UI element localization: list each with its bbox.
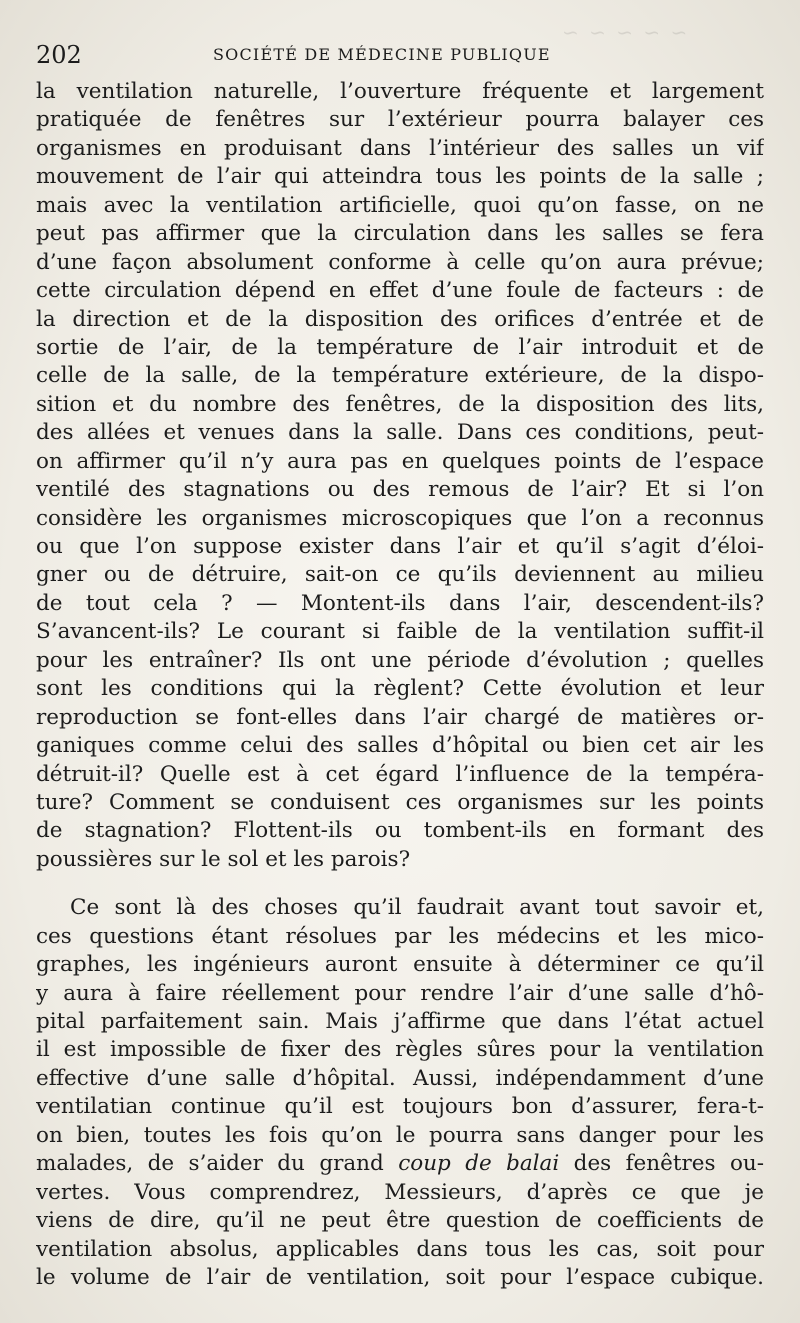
page-header <box>36 38 766 72</box>
text-line: la ventilation naturelle, l’ouverture fréquente et largement <box>36 79 764 104</box>
text-line: considère les organismes microscopiques que l’on a reconnus <box>36 505 764 531</box>
text-line: on affirmer qu’il n’y aura pas en quelques points de l’espace <box>36 448 764 474</box>
text-line: de tout cela ? — Montent-ils dans l’air, descendent-ils? <box>36 590 764 616</box>
text-line: d’une façon absolument conforme à celle qu’on aura prévue; <box>36 249 764 275</box>
text-line: Ce sont là des choses qu’il faudrait avant tout savoir et, <box>70 895 764 921</box>
text-line: graphes, les ingénieurs auront ensuite à déterminer ce qu’il <box>36 952 764 978</box>
text-line: ventilatian continue qu’il est toujours bon d’assurer, fera-t- <box>36 1094 764 1120</box>
text-line: la direction et de la disposition des orifices d’entrée et de <box>36 306 764 332</box>
text-line: ou que l’on suppose exister dans l’air et qu’il s’agit d’éloi- <box>36 534 764 559</box>
text-line: on bien, toutes les fois qu’on le pourra sans danger pour les <box>36 1122 764 1148</box>
page-number: 202 <box>36 41 82 69</box>
show-through-text: ~ ~ ~ ~ ~ <box>560 20 688 44</box>
text-line: malades, de s’aider du grand coup de balai des fenêtres ou- <box>36 1151 764 1177</box>
text-line: mais avec la ventilation artificielle, quoi qu’on fasse, on ne <box>36 192 764 218</box>
text-line: poussières sur le sol et les parois? <box>36 846 411 872</box>
text-line: de stagnation? Flottent-ils ou tombent-ils en formant des <box>36 818 764 844</box>
text-line: y aura à faire réellement pour rendre l’air d’une salle d’hô- <box>36 980 764 1006</box>
running-title: SOCIÉTÉ DE MÉDECINE PUBLIQUE <box>213 45 551 64</box>
text-line: pour les entraîner? Ils ont une période d’évolution ; quelles <box>36 647 764 673</box>
text-line: sition et du nombre des fenêtres, de la disposition des lits, <box>36 391 764 417</box>
text-line: détruit-il? Quelle est à cet égard l’influence de la tempéra- <box>36 761 764 787</box>
paragraph <box>36 78 764 874</box>
text-line: ces questions étant résolues par les médecins et les mico- <box>36 923 764 949</box>
text-line: reproduction se font-elles dans l’air chargé de matières or- <box>36 704 764 730</box>
text-line: peut pas affirmer que la circulation dans les salles se fera <box>36 221 764 247</box>
text-line: il est impossible de fixer des règles sûres pour la ventilation <box>36 1037 764 1063</box>
text-line: pratiquée de fenêtres sur l’extérieur pourra balayer ces <box>36 107 764 133</box>
italic-phrase: coup de balai <box>398 1151 560 1177</box>
text-line: celle de la salle, de la température extérieure, de la dispo- <box>36 363 764 389</box>
body-text <box>36 78 764 1292</box>
text-line: ventilation absolus, applicables dans tous les cas, soit pour <box>36 1236 764 1262</box>
text-line: le volume de l’air de ventilation, soit pour l’espace cubique. <box>36 1264 764 1290</box>
text-line: cette circulation dépend en effet d’une foule de facteurs : de <box>36 278 764 304</box>
text-line: viens de dire, qu’il ne peut être question de coefficients de <box>36 1208 764 1234</box>
text-line: organismes en produisant dans l’intérieur des salles un vif <box>36 135 764 161</box>
text-line: effective d’une salle d’hôpital. Aussi, indépendamment d’une <box>36 1065 764 1091</box>
text-line: S’avancent-ils? Le courant si faible de la ventilation suffit-il <box>36 619 764 645</box>
text-line: vertes. Vous comprendrez, Messieurs, d’après ce que je <box>36 1179 764 1205</box>
text-line: mouvement de l’air qui atteindra tous les points de la salle ; <box>36 164 764 190</box>
text-line: sortie de l’air, de la température de l’air introduit et de <box>36 334 764 360</box>
paragraph <box>36 894 764 1292</box>
text-line: des allées et venues dans la salle. Dans ces conditions, peut- <box>36 420 764 446</box>
text-line: ture? Comment se conduisent ces organismes sur les points <box>36 789 764 815</box>
text-line: ganiques comme celui des salles d’hôpital ou bien cet air les <box>36 733 764 759</box>
text-line: sont les conditions qui la règlent? Cette évolution et leur <box>36 676 764 702</box>
text-line: gner ou de détruire, sait-on ce qu’ils deviennent au milieu <box>36 562 764 588</box>
text-line: ventilé des stagnations ou des remous de l’air? Et si l’on <box>36 477 764 503</box>
text-line: pital parfaitement sain. Mais j’affirme que dans l’état actuel <box>36 1009 764 1034</box>
